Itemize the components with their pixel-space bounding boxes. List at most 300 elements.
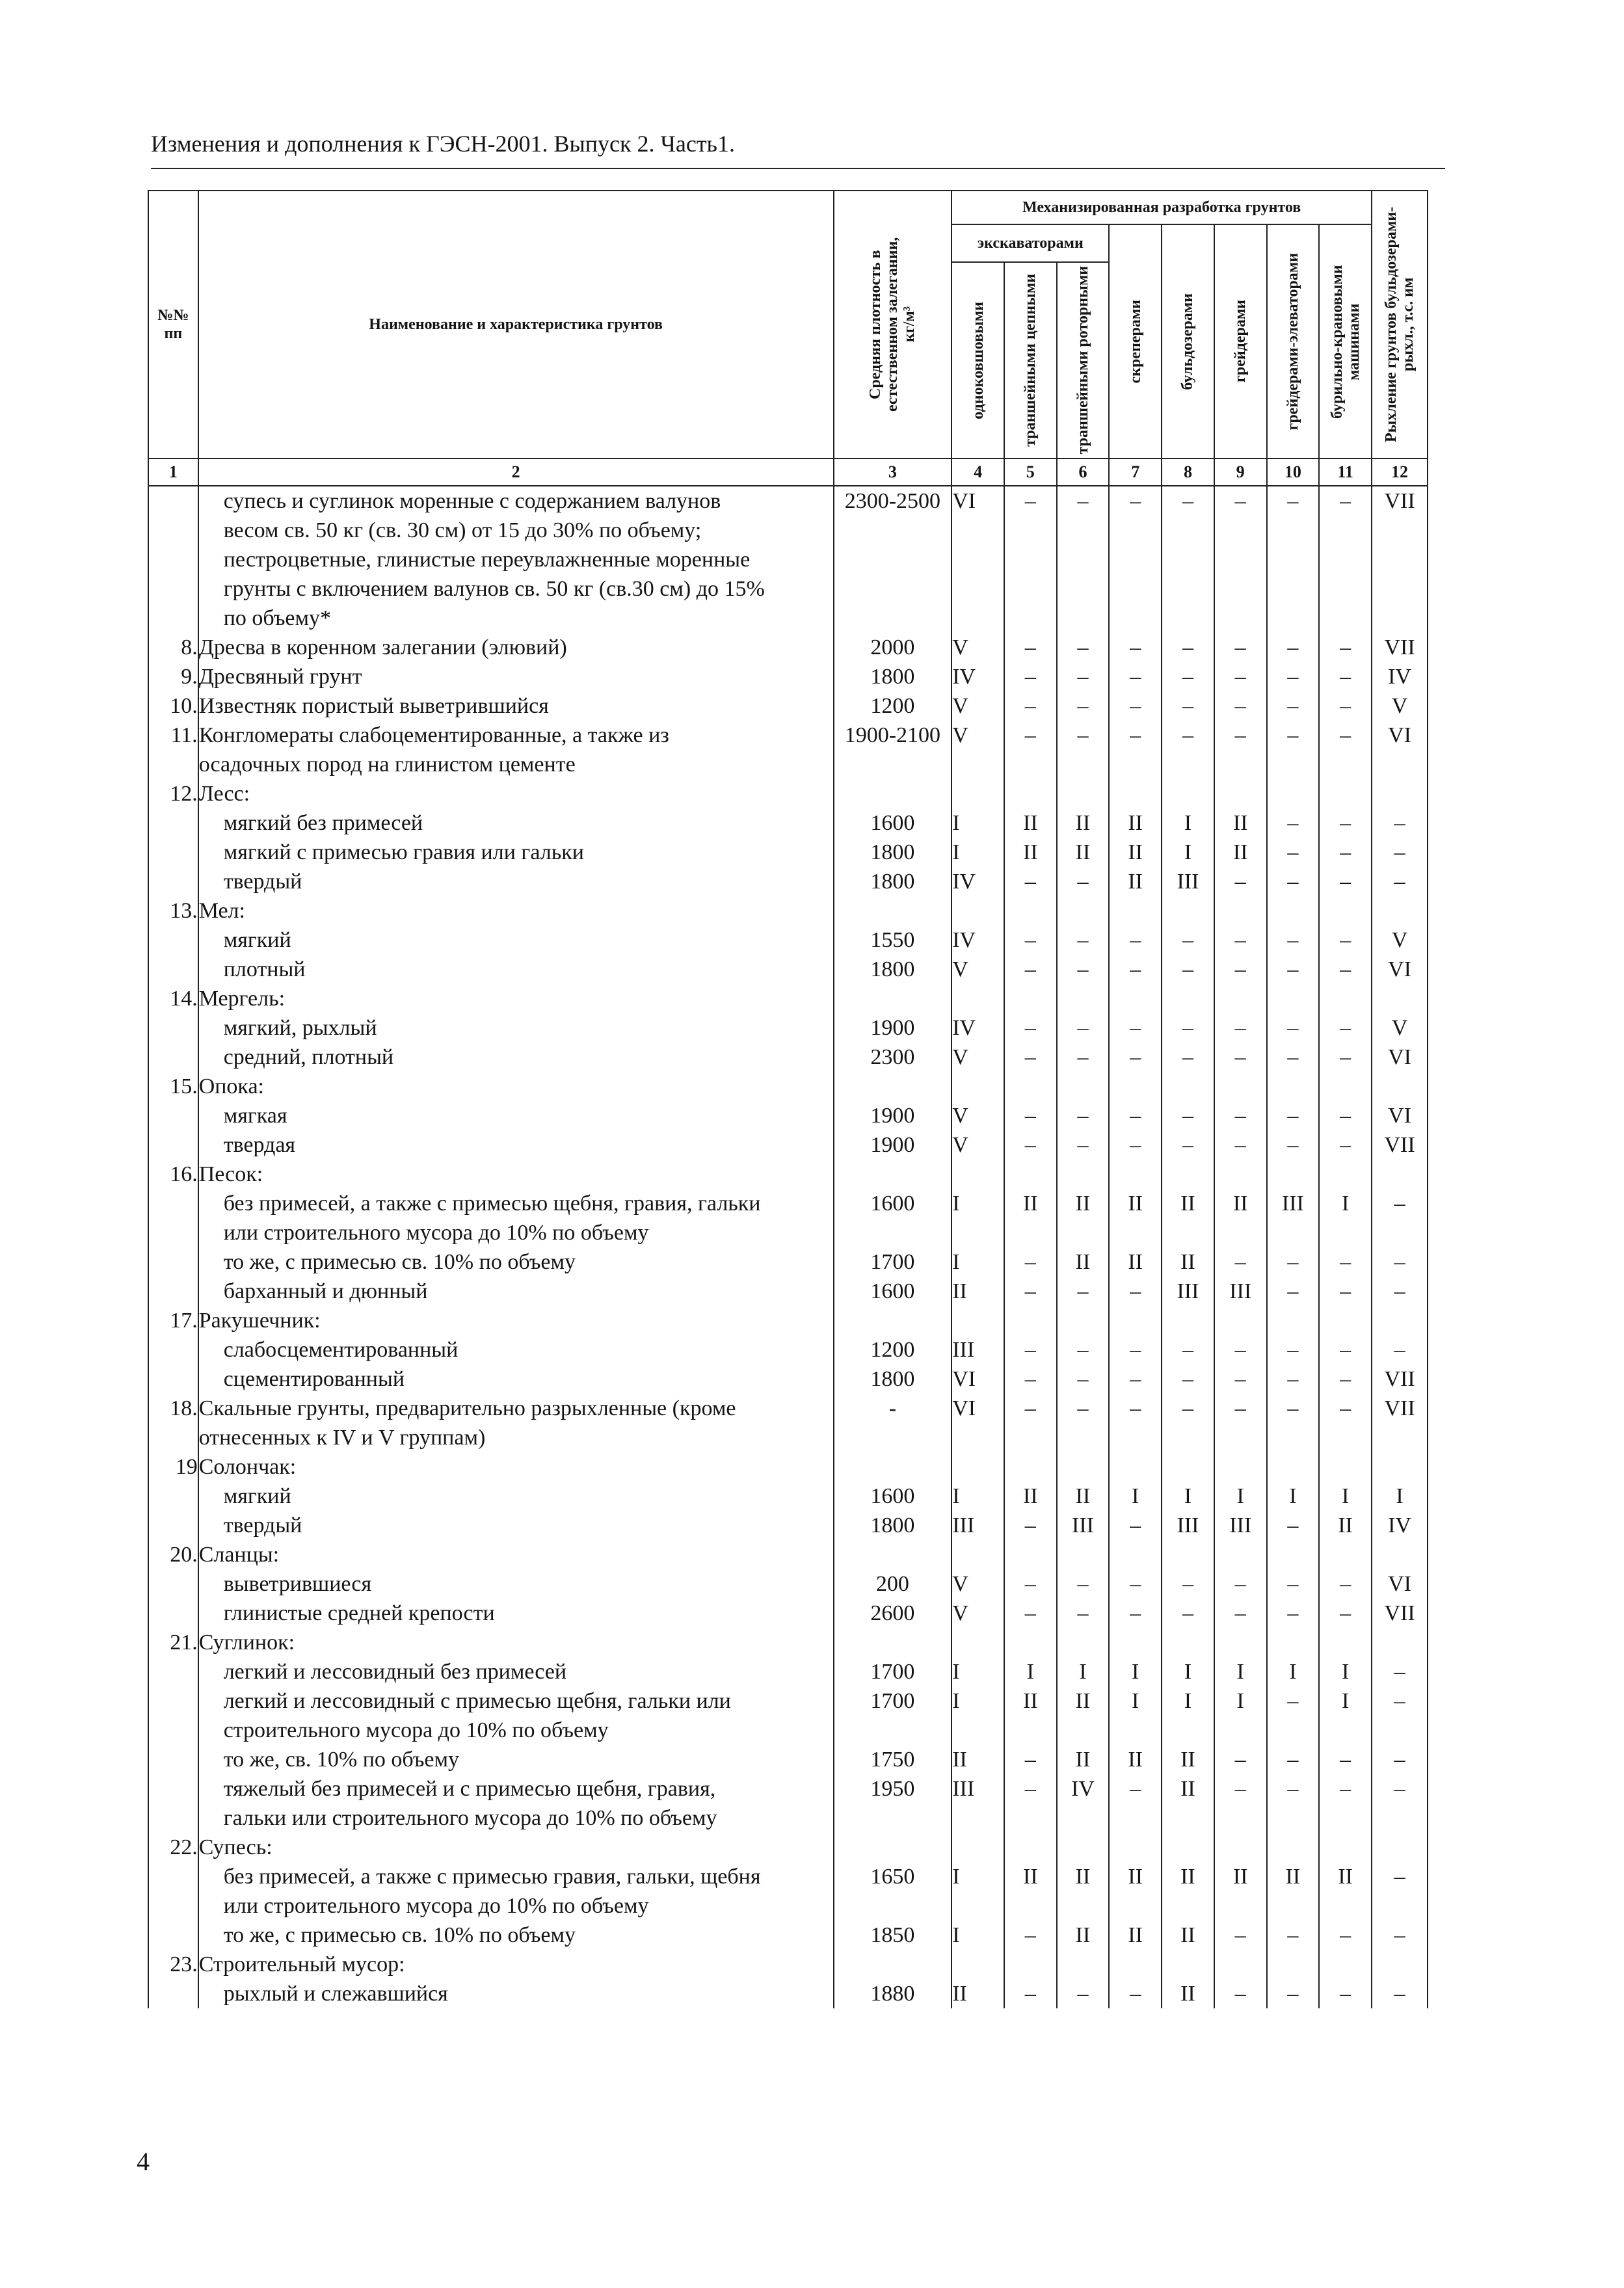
soil-group-cell [1319,1218,1372,1247]
soil-group-cell [952,545,1004,574]
soil-group-cell: – [1004,1511,1057,1540]
soil-group-cell: VI [1372,1043,1428,1072]
soil-group-cell: – [1267,691,1320,721]
soil-group-cell: – [1057,662,1110,691]
table-row [148,721,1428,750]
soil-group-cell: – [1004,691,1057,721]
soil-group-cell [1004,1218,1057,1247]
soil-density [834,750,952,779]
soil-group-cell [1162,545,1214,574]
soil-group-cell: – [1267,808,1320,838]
soil-density [834,896,952,925]
soil-group-cell: – [1267,1043,1320,1072]
soil-group-cell: III [1057,1511,1110,1540]
header-trench-rotary [1057,262,1110,459]
soil-group-cell [952,1716,1004,1745]
soil-group-cell: II [1162,1189,1214,1218]
soil-name: Дресва в коренном залегании (элювий) [198,633,834,662]
table-row [148,1423,1428,1452]
soil-group-cell [1214,896,1267,925]
soil-group-cell: – [1267,1686,1320,1716]
table-row [148,984,1428,1013]
soil-group-cell [1109,1950,1162,1979]
soil-name: легкий и лессовидный с примесью щебня, гальки или [198,1686,834,1716]
soil-group-cell: – [1319,1247,1372,1277]
soil-name: сцементированный [198,1364,834,1394]
soil-group-cell [1109,750,1162,779]
soil-group-cell [1319,896,1372,925]
soil-group-cell [1214,516,1267,545]
soil-group-cell [1214,1833,1267,1862]
soil-group-cell: II [1162,1745,1214,1774]
soil-group-cell: – [1162,1335,1214,1364]
soil-name: Опока: [198,1072,834,1101]
soil-group-cell: – [1004,486,1057,516]
soil-group-cell: II [1267,1862,1320,1891]
column-number: 3 [834,459,952,486]
row-number [148,1482,198,1511]
soil-group-cell: – [1057,1043,1110,1072]
row-number: 13. [148,896,198,925]
soil-group-cell [1004,1833,1057,1862]
soil-group-cell: – [1162,486,1214,516]
soil-name: Суглинок: [198,1628,834,1657]
header-single-bucket [952,262,1004,459]
soil-group-cell [1214,1218,1267,1247]
soil-group-cell: – [1267,1979,1320,2008]
table-row [148,1599,1428,1628]
soil-density: 1700 [834,1247,952,1277]
soil-group-cell: I [1267,1657,1320,1686]
soil-group-cell [1162,1540,1214,1569]
soil-group-cell: III [1162,1511,1214,1540]
soil-name: гальки или строительного мусора до 10% по объему [198,1803,834,1833]
soil-group-cell [1162,1452,1214,1482]
soil-group-cell: – [1267,1364,1320,1394]
soil-group-cell [1372,1072,1428,1101]
header-loosening-label: Рыхление грунтов бульдозерами-рыхл., т.с. им [1383,207,1417,443]
soil-density: 1900 [834,1101,952,1130]
header-loosening [1372,191,1428,459]
soil-group-cell: – [1214,1921,1267,1950]
soil-group-cell: IV [1372,1511,1428,1540]
soil-group-cell: II [1057,838,1110,867]
soil-group-cell: – [1319,1745,1372,1774]
soil-group-cell: – [1319,1101,1372,1130]
soil-group-cell [1109,1160,1162,1189]
soil-group-cell [1004,516,1057,545]
row-number: 8. [148,633,198,662]
soil-group-cell: – [1214,721,1267,750]
soil-name: по объему* [198,604,834,633]
soil-group-cell: – [1109,1511,1162,1540]
soil-name: без примесей, а также с примесью щебня, гравия, гальки [198,1189,834,1218]
soil-group-cell [1214,1628,1267,1657]
column-number: 9 [1214,459,1267,486]
row-number [148,1657,198,1686]
soil-group-cell [1162,574,1214,604]
soil-group-cell: VII [1372,1394,1428,1423]
soil-group-cell: I [1372,1482,1428,1511]
soil-group-cell: – [1214,486,1267,516]
soil-group-cell: II [1057,1745,1110,1774]
soil-density: 2600 [834,1599,952,1628]
soil-group-cell: – [1319,955,1372,984]
soil-group-cell: – [1004,721,1057,750]
table-row [148,1569,1428,1599]
soil-group-cell [1372,574,1428,604]
soil-name: строительного мусора до 10% по объему [198,1716,834,1745]
soil-group-cell: II [1214,838,1267,867]
soil-name: Ракушечник: [198,1306,834,1335]
page-number: 4 [137,2147,150,2176]
soil-name: мягкий [198,1482,834,1511]
soil-group-cell: II [1319,1862,1372,1891]
soil-density: 1200 [834,691,952,721]
soil-group-cell: – [1057,1979,1110,2008]
soil-group-cell: – [1004,633,1057,662]
row-number: 15. [148,1072,198,1101]
table-row [148,955,1428,984]
soil-group-cell [1214,1306,1267,1335]
header-bulldozers [1162,224,1214,459]
soil-group-cell: – [1057,633,1110,662]
soil-group-cell: – [1267,1335,1320,1364]
soil-density [834,1072,952,1101]
row-number [148,574,198,604]
row-number [148,516,198,545]
soil-group-cell: IV [952,867,1004,896]
soil-group-cell [1319,1891,1372,1921]
soil-name: Лесс: [198,779,834,808]
soil-group-cell [1319,1950,1372,1979]
table-row [148,486,1428,516]
soil-group-cell: – [1319,1979,1372,2008]
soil-group-cell: V [952,1130,1004,1160]
soil-group-cell [1372,1423,1428,1452]
header-drill-crane-label: бурильно-крановыми машинами [1328,264,1363,419]
soil-group-cell [1057,1891,1110,1921]
soil-group-cell: II [952,1979,1004,2008]
soil-group-cell: II [1057,1482,1110,1511]
soil-group-cell: – [1162,1101,1214,1130]
soil-group-cell: – [1267,867,1320,896]
soil-name: Сланцы: [198,1540,834,1569]
row-number [148,1101,198,1130]
soil-group-cell [1057,1803,1110,1833]
soil-density: 200 [834,1569,952,1599]
row-number: 11. [148,721,198,750]
soil-group-cell: – [1004,955,1057,984]
soil-name: твердый [198,1511,834,1540]
soil-group-cell: – [1267,1511,1320,1540]
soil-group-cell: II [1004,1862,1057,1891]
soil-group-cell: III [1267,1189,1320,1218]
row-number [148,1774,198,1803]
soil-group-cell [1319,1540,1372,1569]
soil-name: выветрившиеся [198,1569,834,1599]
row-number [148,838,198,867]
soil-name: то же, с примесью св. 10% по объему [198,1921,834,1950]
soil-group-cell: – [1319,838,1372,867]
soil-group-cell [1004,750,1057,779]
soil-group-cell: – [1057,1277,1110,1306]
soil-density [834,1423,952,1452]
soil-group-cell [1057,545,1110,574]
soil-group-cell [1162,779,1214,808]
row-number [148,1013,198,1043]
soil-group-cell: – [1109,925,1162,955]
soil-group-cell: – [1109,1130,1162,1160]
soil-name: грунты с включением валунов св. 50 кг (св.30 см) до 15% [198,574,834,604]
soil-group-cell: – [1214,1043,1267,1072]
soil-group-cell: – [1109,1043,1162,1072]
soil-group-cell: IV [1057,1774,1110,1803]
soil-group-cell: – [1372,1921,1428,1950]
soil-group-cell: II [1057,1862,1110,1891]
soil-group-cell [1004,1160,1057,1189]
row-number: 14. [148,984,198,1013]
soil-group-cell: – [1319,1335,1372,1364]
soil-group-cell: I [952,1921,1004,1950]
soil-group-cell: II [1004,838,1057,867]
header-trench-rotary-label: траншейными роторными [1074,266,1091,455]
row-number [148,1130,198,1160]
soil-group-cell: I [1162,1686,1214,1716]
soil-group-cell: – [1267,486,1320,516]
row-number [148,1921,198,1950]
soil-group-cell: – [1162,721,1214,750]
soil-group-cell: V [952,1043,1004,1072]
soil-group-cell [1267,984,1320,1013]
soil-group-cell: – [1214,1101,1267,1130]
soil-group-cell [1214,574,1267,604]
soil-group-cell: – [1372,1745,1428,1774]
soil-group-cell: – [1004,662,1057,691]
soil-name: рыхлый и слежавшийся [198,1979,834,2008]
soil-name: Конгломераты слабоцементированные, а также из [198,721,834,750]
soil-group-cell: I [1162,1657,1214,1686]
soil-group-cell: V [952,721,1004,750]
table-row [148,1979,1428,2008]
soil-group-cell [1214,1891,1267,1921]
soil-density: 1900-2100 [834,721,952,750]
soil-group-cell [1004,1628,1057,1657]
soil-group-cell: – [1267,1013,1320,1043]
soil-group-cell [1109,1540,1162,1569]
table-row [148,1160,1428,1189]
soil-group-cell: V [952,633,1004,662]
table-row [148,1803,1428,1833]
soil-group-cell [1372,896,1428,925]
soil-group-cell [1057,604,1110,633]
soil-group-cell: III [1214,1511,1267,1540]
header-trench-chain-label: траншейными цепными [1022,274,1039,447]
soil-group-cell [1109,1833,1162,1862]
soil-group-cell: – [1214,1774,1267,1803]
soil-group-cell: II [1319,1511,1372,1540]
soil-group-cell: III [952,1335,1004,1364]
header-bulldozers-label: бульдозерами [1179,293,1197,390]
soil-group-cell [1057,1540,1110,1569]
table-row [148,1511,1428,1540]
soil-group-cell: II [1109,838,1162,867]
table-row [148,1101,1428,1130]
soil-group-cell: – [1004,1979,1057,2008]
soil-density [834,1540,952,1569]
header-grader-elevators [1267,224,1320,459]
header-scrapers [1109,224,1162,459]
soil-group-cell: I [952,1189,1004,1218]
soil-group-cell: II [1162,1921,1214,1950]
soil-group-cell: – [1267,1247,1320,1277]
soil-name: мягкий с примесью гравия или гальки [198,838,834,867]
row-number [148,1364,198,1394]
soil-group-cell [952,1218,1004,1247]
soil-group-cell [1372,1306,1428,1335]
soil-group-cell [1004,545,1057,574]
soil-density: 2300 [834,1043,952,1072]
soil-group-cell [1267,1306,1320,1335]
table-row [148,1452,1428,1482]
soil-name: весом св. 50 кг (св. 30 см) от 15 до 30% по объему; [198,516,834,545]
column-number: 4 [952,459,1004,486]
soil-group-cell [1109,984,1162,1013]
soil-name: Известняк пористый выветрившийся [198,691,834,721]
soil-group-cell: – [1109,1774,1162,1803]
soil-group-cell: I [1319,1482,1372,1511]
header-excavators-group: экскаваторами [952,224,1109,262]
soil-density: 1800 [834,838,952,867]
soil-group-cell: – [1109,1599,1162,1628]
header-num: №№ пп [148,191,198,459]
soil-group-cell [1267,516,1320,545]
soil-group-cell [1372,1891,1428,1921]
soil-group-cell [952,1891,1004,1921]
soil-group-cell: II [1109,867,1162,896]
soil-group-cell: VII [1372,1364,1428,1394]
soil-group-cell: – [1372,808,1428,838]
soil-group-cell: – [1004,1013,1057,1043]
soil-group-cell: II [1004,1686,1057,1716]
soil-group-cell [1372,1716,1428,1745]
table-row [148,1394,1428,1423]
row-number: 21. [148,1628,198,1657]
soil-group-cell: II [1004,1189,1057,1218]
soil-group-cell: – [1162,1013,1214,1043]
header-graders-label: грейдерами [1232,300,1249,383]
soil-group-cell [1057,1833,1110,1862]
soil-group-cell [1057,896,1110,925]
soil-group-cell [1319,750,1372,779]
soil-density: 1800 [834,662,952,691]
soil-group-cell: – [1004,1101,1057,1130]
table-row [148,1921,1428,1950]
soil-name: мягкий без примесей [198,808,834,838]
soil-density [834,1306,952,1335]
soil-density: 1880 [834,1979,952,2008]
soil-group-cell: I [1109,1482,1162,1511]
soil-group-cell [1214,750,1267,779]
soil-density [834,545,952,574]
row-number: 9. [148,662,198,691]
soil-density [834,574,952,604]
soil-group-cell [1267,1716,1320,1745]
row-number [148,1745,198,1774]
soil-group-cell [1057,1306,1110,1335]
soil-density: 1900 [834,1130,952,1160]
soil-group-cell [1319,604,1372,633]
table-row [148,1247,1428,1277]
soil-group-cell: – [1057,1101,1110,1130]
soil-group-cell: – [1057,1335,1110,1364]
table-row [148,808,1428,838]
soil-group-cell: – [1319,662,1372,691]
soil-group-cell: II [1109,1921,1162,1950]
header-graders [1214,224,1267,459]
row-number [148,1803,198,1833]
soil-density: 1950 [834,1774,952,1803]
soil-group-cell [1162,1072,1214,1101]
soil-group-cell [1057,1628,1110,1657]
row-number [148,808,198,838]
soil-group-cell [1267,750,1320,779]
table-row [148,1189,1428,1218]
soil-group-cell [1004,574,1057,604]
soil-group-cell [1319,545,1372,574]
soil-group-cell: – [1057,1130,1110,1160]
table-body [148,486,1428,2008]
soil-group-cell [952,1833,1004,1862]
soil-group-cell: – [1319,1013,1372,1043]
soil-group-cell: – [1267,721,1320,750]
soil-group-cell [1004,1891,1057,1921]
soil-group-cell: – [1109,1979,1162,2008]
soil-group-cell: I [1214,1686,1267,1716]
soil-group-cell: III [1162,1277,1214,1306]
column-number: 6 [1057,459,1110,486]
soil-group-cell [1267,545,1320,574]
soil-name: отнесенных к IV и V группам) [198,1423,834,1452]
column-number: 2 [198,459,834,486]
soil-group-cell: – [1162,1043,1214,1072]
soil-group-cell: – [1214,1335,1267,1364]
soil-group-cell [1319,1306,1372,1335]
soil-group-cell: II [1162,1979,1214,2008]
soil-group-cell: I [1004,1657,1057,1686]
soil-group-cell [1319,1628,1372,1657]
row-number [148,1979,198,2008]
soil-group-cell [952,896,1004,925]
soil-name: барханный и дюнный [198,1277,834,1306]
soil-group-cell: – [1057,1013,1110,1043]
soil-group-cell [1109,545,1162,574]
soil-group-cell: – [1162,691,1214,721]
soil-name: Мергель: [198,984,834,1013]
soil-density: 1550 [834,925,952,955]
soil-group-cell: – [1162,1130,1214,1160]
soil-name: Дресвяный грунт [198,662,834,691]
soil-group-cell [1057,574,1110,604]
soil-group-cell: – [1372,1862,1428,1891]
soil-group-cell: I [1109,1686,1162,1716]
soil-group-cell: – [1267,1394,1320,1423]
soil-group-cell: – [1267,1130,1320,1160]
soil-name: Строительный мусор: [198,1950,834,1979]
table-row [148,1862,1428,1891]
soil-density: 1700 [834,1657,952,1686]
soil-density [834,1218,952,1247]
